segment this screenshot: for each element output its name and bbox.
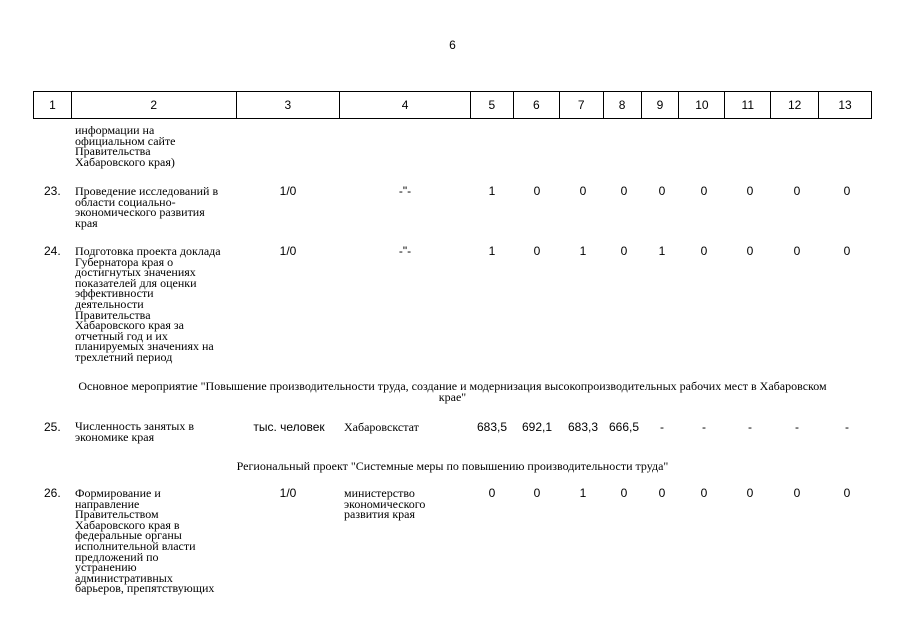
page-number: 6 xyxy=(449,38,456,52)
row-number: 23. xyxy=(44,184,61,198)
header-col-6: 6 xyxy=(514,92,560,118)
row-value-col13: 0 xyxy=(843,244,851,258)
row-value-col9: 0 xyxy=(658,184,666,198)
row-value-col10: 0 xyxy=(700,184,708,198)
row-value-col6: 0 xyxy=(533,184,541,198)
row-value-col12: 0 xyxy=(793,244,801,258)
row-value-col7: 1 xyxy=(579,486,587,500)
row-value-col9: - xyxy=(660,420,664,434)
row-value-col5: 683,5 xyxy=(476,420,508,434)
row-source: -"- xyxy=(398,244,412,258)
header-col-7: 7 xyxy=(560,92,604,118)
header-col-4: 4 xyxy=(340,92,471,118)
header-col-9: 9 xyxy=(642,92,680,118)
header-col-11: 11 xyxy=(725,92,771,118)
row-value-col8: 666,5 xyxy=(608,420,640,434)
row-unit: 1/0 xyxy=(279,244,297,258)
row-value-col8: 0 xyxy=(620,244,628,258)
continuation-text: информации на официальном сайте Правительства Хабаровского края) xyxy=(75,123,176,169)
row-source: министерство экономического развития края xyxy=(344,486,426,522)
row-value-col6: 692,1 xyxy=(521,420,553,434)
header-col-12: 12 xyxy=(771,92,819,118)
row-unit: 1/0 xyxy=(279,486,297,500)
row-value-col6: 0 xyxy=(533,486,541,500)
row-name: Численность занятых в экономике края xyxy=(75,419,195,444)
section-regional-project: Региональный проект "Системные меры по повышению производительности труда" xyxy=(236,459,669,473)
row-value-col8: 0 xyxy=(620,486,628,500)
header-col-2: 2 xyxy=(72,92,237,118)
row-value-col13: 0 xyxy=(843,486,851,500)
row-number: 26. xyxy=(44,486,61,500)
row-value-col7: 0 xyxy=(579,184,587,198)
row-value-col11: 0 xyxy=(746,244,754,258)
header-col-13: 13 xyxy=(838,98,852,112)
row-value-col9: 0 xyxy=(658,486,666,500)
row-value-col12: 0 xyxy=(793,486,801,500)
row-name: Проведение исследований в области социально- экономического развития края xyxy=(75,184,219,230)
row-value-col12: 0 xyxy=(793,184,801,198)
header-col-5: 5 xyxy=(471,92,514,118)
row-value-col9: 1 xyxy=(658,244,666,258)
row-value-col13: - xyxy=(845,420,849,434)
row-value-col11: - xyxy=(748,420,752,434)
header-col-8: 8 xyxy=(604,92,642,118)
section-main-event: Основное мероприятие "Повышение производительности труда, создание и модернизация высокопроизводительных рабочих мест в Хабаровском крае" xyxy=(78,379,827,404)
row-value-col10: - xyxy=(702,420,706,434)
row-unit: тыс. человек xyxy=(253,420,325,434)
row-number: 24. xyxy=(44,244,61,258)
row-value-col8: 0 xyxy=(620,184,628,198)
row-value-col10: 0 xyxy=(700,486,708,500)
row-value-col7: 683,3 xyxy=(567,420,599,434)
row-source: Хабаровскстат xyxy=(344,420,419,434)
header-col-1: 1 xyxy=(34,92,72,118)
row-source: -"- xyxy=(398,184,412,198)
row-value-col10: 0 xyxy=(700,244,708,258)
row-name: Подготовка проекта доклада Губернатора края о достигнутых значениях показателей для оценки эффективности деятельности Правительства Хабаровского края за отчетный год и их планируемых значениях на трехлетний период xyxy=(75,244,221,364)
row-value-col11: 0 xyxy=(746,184,754,198)
row-name: Формирование и направление Правительством Хабаровского края в федеральные органы исполнительной власти предложений по устранению административных барьеров, препятствующих xyxy=(75,486,215,596)
row-unit: 1/0 xyxy=(279,184,297,198)
row-value-col11: 0 xyxy=(746,486,754,500)
row-number: 25. xyxy=(44,420,61,434)
row-value-col5: 1 xyxy=(488,184,496,198)
table-header-row xyxy=(33,91,872,119)
row-value-col6: 0 xyxy=(533,244,541,258)
row-value-col5: 1 xyxy=(488,244,496,258)
row-value-col12: - xyxy=(795,420,799,434)
row-value-col5: 0 xyxy=(488,486,496,500)
row-value-col7: 1 xyxy=(579,244,587,258)
header-col-3: 3 xyxy=(237,92,341,118)
row-value-col13: 0 xyxy=(843,184,851,198)
header-col-10: 10 xyxy=(679,92,725,118)
